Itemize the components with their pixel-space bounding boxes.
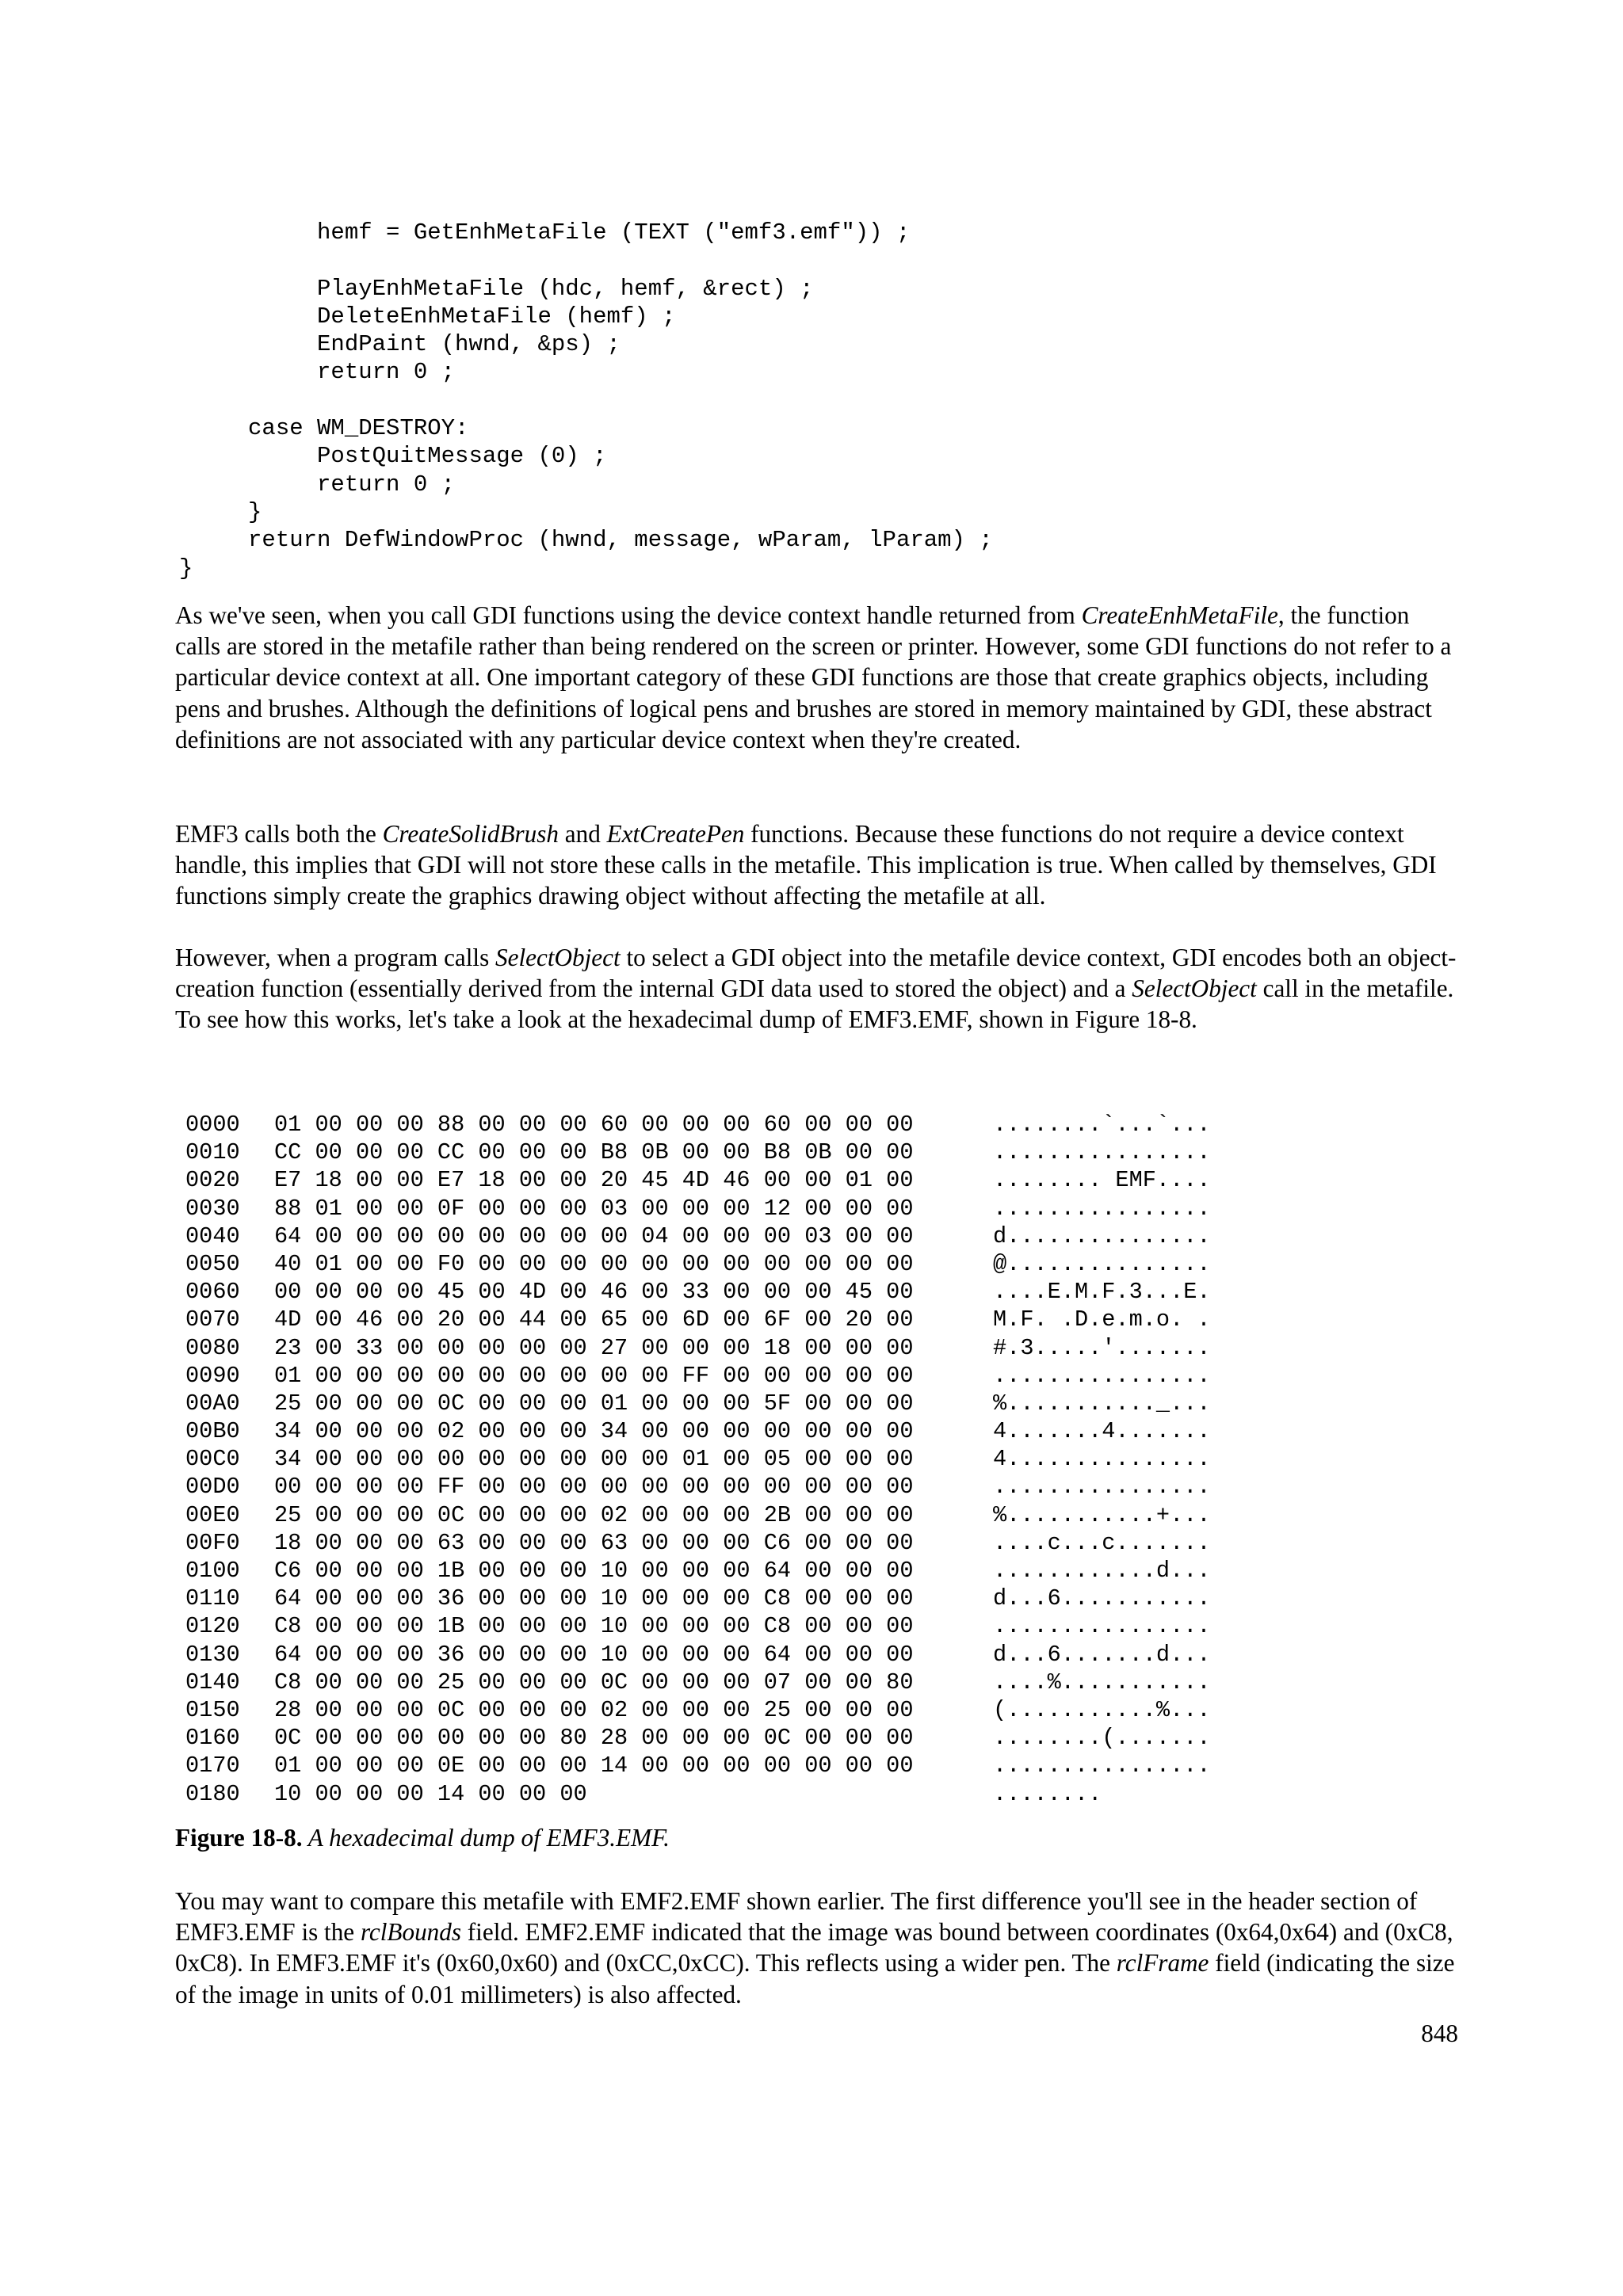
hex-bytes: 25 00 00 00 0C 00 00 00 02 00 00 00 2B 00 00 00 bbox=[274, 1501, 914, 1528]
hex-bytes: 01 00 00 00 0E 00 00 00 14 00 00 00 00 00 00 00 bbox=[274, 1753, 914, 1779]
hex-row bbox=[185, 1278, 1211, 1306]
hex-bytes: E7 18 00 00 E7 18 00 00 20 45 4D 46 00 00 01 00 bbox=[274, 1167, 914, 1194]
hex-offset: 00A0 bbox=[185, 1390, 240, 1417]
paragraph-selectobject: However, when a program calls SelectObject to select a GDI object into the metafile device context, GDI encodes both an object-creation function (essentially derived from the internal GDI data used to stored the object) and a SelectObject call in the metafile. To see how this works, let's take a look at the hexadecimal dump of EMF3.EMF, shown in Figure 18-8. bbox=[175, 944, 1457, 1034]
hex-row bbox=[185, 1250, 1211, 1278]
hex-ascii: #.3.....'....... bbox=[993, 1334, 1211, 1361]
figure-caption-text: A hexadecimal dump of EMF3.EMF. bbox=[302, 1824, 670, 1852]
hex-offset: 0020 bbox=[185, 1167, 240, 1194]
hex-bytes: C8 00 00 00 1B 00 00 00 10 00 00 00 C8 00 00 00 bbox=[274, 1613, 914, 1640]
hex-ascii: ........(....... bbox=[993, 1725, 1211, 1752]
figure-caption bbox=[175, 1822, 670, 1853]
hex-offset: 0170 bbox=[185, 1753, 240, 1779]
page-number: 848 bbox=[1421, 2019, 1458, 2047]
hex-row bbox=[185, 1669, 1211, 1696]
hex-offset: 0090 bbox=[185, 1362, 240, 1389]
paragraph-emf3-calls: EMF3 calls both the CreateSolidBrush and ExtCreatePen functions. Because these functions do not require a device context handle, this implies that GDI will not store these calls in the metafile. This implication is true. When called by themselves, GDI functions simply create the graphics drawing object without affecting the metafile at all. bbox=[175, 820, 1437, 910]
hex-offset: 00B0 bbox=[185, 1418, 240, 1445]
hex-ascii: ................ bbox=[993, 1362, 1211, 1389]
hex-offset: 0140 bbox=[185, 1669, 240, 1695]
hex-offset: 00E0 bbox=[185, 1501, 240, 1528]
hex-offset: 0120 bbox=[185, 1613, 240, 1640]
hex-bytes: 4D 00 46 00 20 00 44 00 65 00 6D 00 6F 00 20 00 bbox=[274, 1306, 914, 1333]
hex-ascii: @............... bbox=[993, 1250, 1211, 1277]
code-line: return DefWindowProc (hwnd, message, wParam, lParam) ; bbox=[179, 527, 993, 554]
hex-offset: 0150 bbox=[185, 1696, 240, 1723]
hex-bytes: 40 01 00 00 F0 00 00 00 00 00 00 00 00 00 00 00 bbox=[274, 1250, 914, 1277]
paragraph-metafile-functions: As we've seen, when you call GDI functions using the device context handle returned from CreateEnhMetaFile, the function calls are stored in the metafile rather than being rendered on the screen or printer. However, some GDI functions do not refer to a particular device context at all. One important category of these GDI functions are those that create graphics objects, including pens and brushes. Although the definitions of logical pens and brushes are stored in memory maintained by GDI, these abstract definitions are not associated with any particular device context when they're created. bbox=[175, 601, 1452, 753]
hex-offset: 0180 bbox=[185, 1780, 240, 1807]
hex-row bbox=[185, 1222, 1211, 1250]
hex-bytes: 00 00 00 00 45 00 4D 00 46 00 33 00 00 00 45 00 bbox=[274, 1279, 914, 1306]
hex-bytes: 64 00 00 00 36 00 00 00 10 00 00 00 64 00 00 00 bbox=[274, 1641, 914, 1668]
hex-bytes: CC 00 00 00 CC 00 00 00 B8 0B 00 00 B8 0B 00 00 bbox=[274, 1139, 914, 1166]
hex-bytes: 28 00 00 00 0C 00 00 00 02 00 00 00 25 00 00 00 bbox=[274, 1696, 914, 1723]
hex-row bbox=[185, 1445, 1211, 1473]
hex-dump bbox=[185, 1111, 1211, 1808]
hex-ascii: d...6........... bbox=[993, 1585, 1211, 1612]
code-line: } bbox=[179, 555, 193, 582]
hex-ascii: %...........+... bbox=[993, 1501, 1211, 1528]
code-listing bbox=[179, 219, 993, 582]
hex-row bbox=[185, 1780, 1211, 1808]
hex-row bbox=[185, 1166, 1211, 1194]
hex-row bbox=[185, 1306, 1211, 1333]
hex-ascii: ................ bbox=[993, 1613, 1211, 1640]
paragraph-compare-emf2: You may want to compare this metafile with EMF2.EMF shown earlier. The first difference you'll see in the header section of EMF3.EMF is the rclBounds field. EMF2.EMF indicated that the image was bound between coordinates (0x64,0x64) and (0xC8, 0xC8). In EMF3.EMF it's (0x60,0x60) and (0xCC,0xCC). This reflects using a wider pen. The rclFrame field (indicating the size of the image in units of 0.01 millimeters) is also affected. bbox=[175, 1887, 1455, 2008]
code-line: } bbox=[179, 498, 262, 525]
hex-bytes: 01 00 00 00 88 00 00 00 60 00 00 00 60 00 00 00 bbox=[274, 1112, 914, 1138]
hex-ascii: M.F. .D.e.m.o. . bbox=[993, 1306, 1211, 1333]
code-line: DeleteEnhMetaFile (hemf) ; bbox=[179, 303, 676, 330]
code-line: case WM_DESTROY: bbox=[179, 415, 469, 442]
hex-offset: 00F0 bbox=[185, 1529, 240, 1556]
hex-ascii: ....E.M.F.3...E. bbox=[993, 1279, 1211, 1306]
code-line: return 0 ; bbox=[179, 359, 456, 386]
hex-bytes: 25 00 00 00 0C 00 00 00 01 00 00 00 5F 00 00 00 bbox=[274, 1390, 914, 1417]
hex-offset: 0010 bbox=[185, 1139, 240, 1166]
hex-ascii: 4.......4....... bbox=[993, 1418, 1211, 1445]
hex-ascii: ....c...c....... bbox=[993, 1529, 1211, 1556]
hex-bytes: 88 01 00 00 0F 00 00 00 03 00 00 00 12 00 00 00 bbox=[274, 1195, 914, 1222]
hex-row bbox=[185, 1752, 1211, 1779]
hex-ascii: ....%........... bbox=[993, 1669, 1211, 1695]
figure-label: Figure 18-8. bbox=[175, 1824, 303, 1852]
hex-row bbox=[185, 1473, 1211, 1501]
code-line: PlayEnhMetaFile (hdc, hemf, &rect) ; bbox=[179, 275, 814, 302]
hex-row bbox=[185, 1696, 1211, 1724]
hex-offset: 0110 bbox=[185, 1585, 240, 1612]
hex-row bbox=[185, 1529, 1211, 1557]
hex-ascii: ................ bbox=[993, 1474, 1211, 1501]
hex-bytes: 00 00 00 00 FF 00 00 00 00 00 00 00 00 00 00 00 bbox=[274, 1474, 914, 1501]
hex-row bbox=[185, 1501, 1211, 1529]
hex-offset: 0040 bbox=[185, 1222, 240, 1249]
code-line: hemf = GetEnhMetaFile (TEXT ("emf3.emf")) ; bbox=[179, 219, 911, 246]
code-line: EndPaint (hwnd, &ps) ; bbox=[179, 331, 621, 358]
hex-row bbox=[185, 1417, 1211, 1445]
hex-row bbox=[185, 1195, 1211, 1222]
hex-ascii: (...........%... bbox=[993, 1696, 1211, 1723]
hex-row bbox=[185, 1641, 1211, 1669]
hex-ascii: ........ bbox=[993, 1780, 1102, 1807]
hex-bytes: 34 00 00 00 02 00 00 00 34 00 00 00 00 00 00 00 bbox=[274, 1418, 914, 1445]
code-line: PostQuitMessage (0) ; bbox=[179, 443, 607, 470]
hex-ascii: ........ EMF.... bbox=[993, 1167, 1211, 1194]
hex-bytes: 18 00 00 00 63 00 00 00 63 00 00 00 C6 00 00 00 bbox=[274, 1529, 914, 1556]
hex-row bbox=[185, 1362, 1211, 1390]
hex-offset: 0100 bbox=[185, 1558, 240, 1584]
hex-bytes: 23 00 33 00 00 00 00 00 27 00 00 00 18 00 00 00 bbox=[274, 1334, 914, 1361]
hex-row bbox=[185, 1557, 1211, 1585]
hex-offset: 0000 bbox=[185, 1112, 240, 1138]
hex-offset: 0060 bbox=[185, 1279, 240, 1306]
hex-row bbox=[185, 1138, 1211, 1166]
hex-bytes: 34 00 00 00 00 00 00 00 00 00 01 00 05 00 00 00 bbox=[274, 1446, 914, 1473]
hex-offset: 0080 bbox=[185, 1334, 240, 1361]
hex-row bbox=[185, 1585, 1211, 1612]
hex-row bbox=[185, 1390, 1211, 1417]
hex-ascii: ........`...`... bbox=[993, 1112, 1211, 1138]
hex-ascii: ............d... bbox=[993, 1558, 1211, 1584]
hex-ascii: ................ bbox=[993, 1195, 1211, 1222]
hex-ascii: %..........._... bbox=[993, 1390, 1211, 1417]
hex-bytes: C8 00 00 00 25 00 00 00 0C 00 00 00 07 00 00 80 bbox=[274, 1669, 914, 1695]
hex-bytes: C6 00 00 00 1B 00 00 00 10 00 00 00 64 00 00 00 bbox=[274, 1558, 914, 1584]
hex-offset: 00C0 bbox=[185, 1446, 240, 1473]
hex-offset: 0130 bbox=[185, 1641, 240, 1668]
hex-bytes: 01 00 00 00 00 00 00 00 00 00 FF 00 00 00 00 00 bbox=[274, 1362, 914, 1389]
hex-bytes: 64 00 00 00 00 00 00 00 00 04 00 00 00 03 00 00 bbox=[274, 1222, 914, 1249]
hex-offset: 0070 bbox=[185, 1306, 240, 1333]
code-line: return 0 ; bbox=[179, 471, 456, 498]
hex-offset: 0160 bbox=[185, 1725, 240, 1752]
hex-ascii: ................ bbox=[993, 1753, 1211, 1779]
hex-offset: 0050 bbox=[185, 1250, 240, 1277]
hex-offset: 00D0 bbox=[185, 1474, 240, 1501]
hex-offset: 0030 bbox=[185, 1195, 240, 1222]
hex-ascii: d...6.......d... bbox=[993, 1641, 1211, 1668]
hex-row bbox=[185, 1724, 1211, 1752]
hex-bytes: 0C 00 00 00 00 00 00 80 28 00 00 00 0C 00 00 00 bbox=[274, 1725, 914, 1752]
hex-ascii: 4............... bbox=[993, 1446, 1211, 1473]
code-line bbox=[179, 387, 993, 414]
hex-ascii: d............... bbox=[993, 1222, 1211, 1249]
code-line bbox=[179, 246, 993, 274]
hex-row bbox=[185, 1612, 1211, 1640]
hex-ascii: ................ bbox=[993, 1139, 1211, 1166]
hex-bytes: 64 00 00 00 36 00 00 00 10 00 00 00 C8 00 00 00 bbox=[274, 1585, 914, 1612]
hex-row bbox=[185, 1111, 1211, 1138]
hex-bytes: 10 00 00 00 14 00 00 00 bbox=[274, 1780, 587, 1807]
hex-row bbox=[185, 1334, 1211, 1362]
